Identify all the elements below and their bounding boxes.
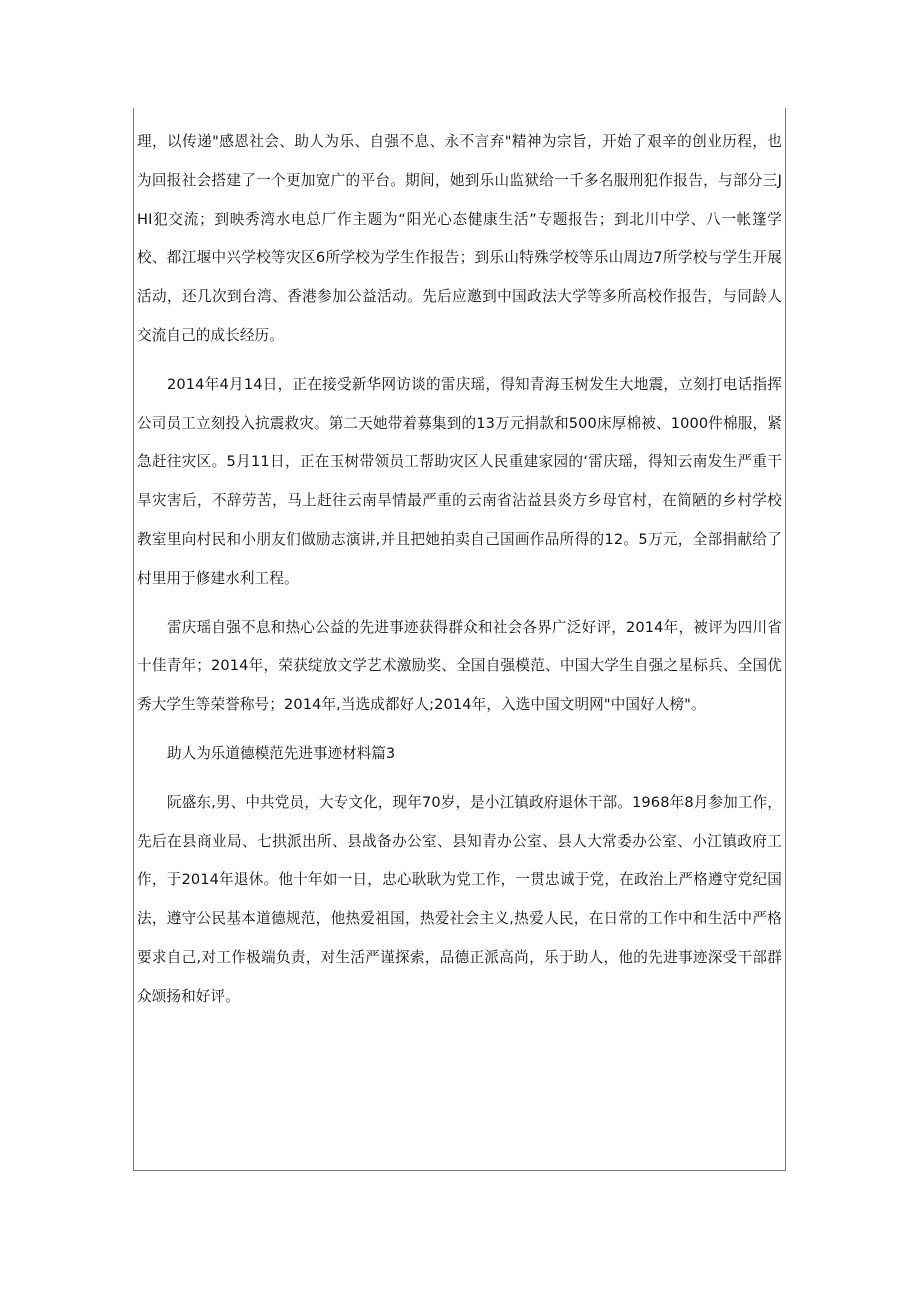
document-body — [137, 123, 782, 1017]
paragraph-2: 2014年4月14日，正在接受新华网访谈的雷庆瑶，得知青海玉树发生大地震，立刻打电话指挥公司员工立刻投入抗震救灾。第二天她带着募集到的13万元捐款和500床厚棉被、1000件棉服，紧急赶往灾区。5月11日，正在玉树带领员工帮助灾区人民重建家园的‘雷庆瑶，得知云南发生严重干旱灾害后，不辞劳苦，马上赶往云南旱情最严重的云南省沾益县炎方乡母官村，在简陋的乡村学校教室里向村民和小朋友们做励志演讲,并且把她拍卖自己国画作品所得的12。5万元，全部捐献给了村里用于修建水利工程。 — [137, 375, 782, 587]
paragraph-spacer — [137, 774, 782, 784]
paragraph-spacer — [137, 599, 782, 609]
section-heading: 助人为乐道德模范先进事迹材料篇3 — [167, 744, 396, 762]
paragraph-1: 理，以传递"感恩社会、助人为乐、自强不息、永不言弃"精神为宗旨，开始了艰辛的创业历程，也为回报社会搭建了一个更加宽广的平台。期间，她到乐山监狱给一千多名服刑犯作报告，与部分三JHI犯交流；到映秀湾水电总厂作主题为“阳光心态健康生活”专题报告；到北川中学、八一帐篷学校、都江堰中兴学校等灾区6所学校为学生作报告；到乐山特殊学校等乐山周边7所学校与学生开展活动，还几次到台湾、香港参加公益活动。先后应邀到中国政法大学等多所高校作报告，与同龄人交流自己的成长经历。 — [137, 133, 782, 344]
paragraph-4: 阮盛东,男、中共党员，大专文化，现年70岁，是小江镇政府退休干部。1968年8月参加工作，先后在县商业局、七拱派出所、县战备办公室、县知青办公室、县人大常委办公室、小江镇政府工作，于2014年退休。他十年如一日，忠心耿耿为党工作，一贯忠诚于党，在政治上严格遵守党纪国法，遵守公民基本道德规范，他热爱祖国，热爱社会主义,热爱人民，在日常的工作中和生活中严格要求自己,对工作极端负责，对生活严谨探索，品德正派高尚，乐于助人，他的先进事迹深受干部群众颂扬和好评。 — [137, 793, 782, 1005]
paragraph-3: 雷庆瑶自强不息和热心公益的先进事迹获得群众和社会各界广泛好评，2014年，被评为四川省十佳青年；2014年，荣获绽放文学艺术激励奖、全国自强模范、中国大学生自强之星标兵、全国优秀大学生等荣誉称号；2014年,当选成都好人;2014年，入选中国文明网"中国好人榜"。 — [137, 618, 782, 714]
paragraph-spacer — [137, 356, 782, 366]
paragraph-spacer — [137, 725, 782, 735]
